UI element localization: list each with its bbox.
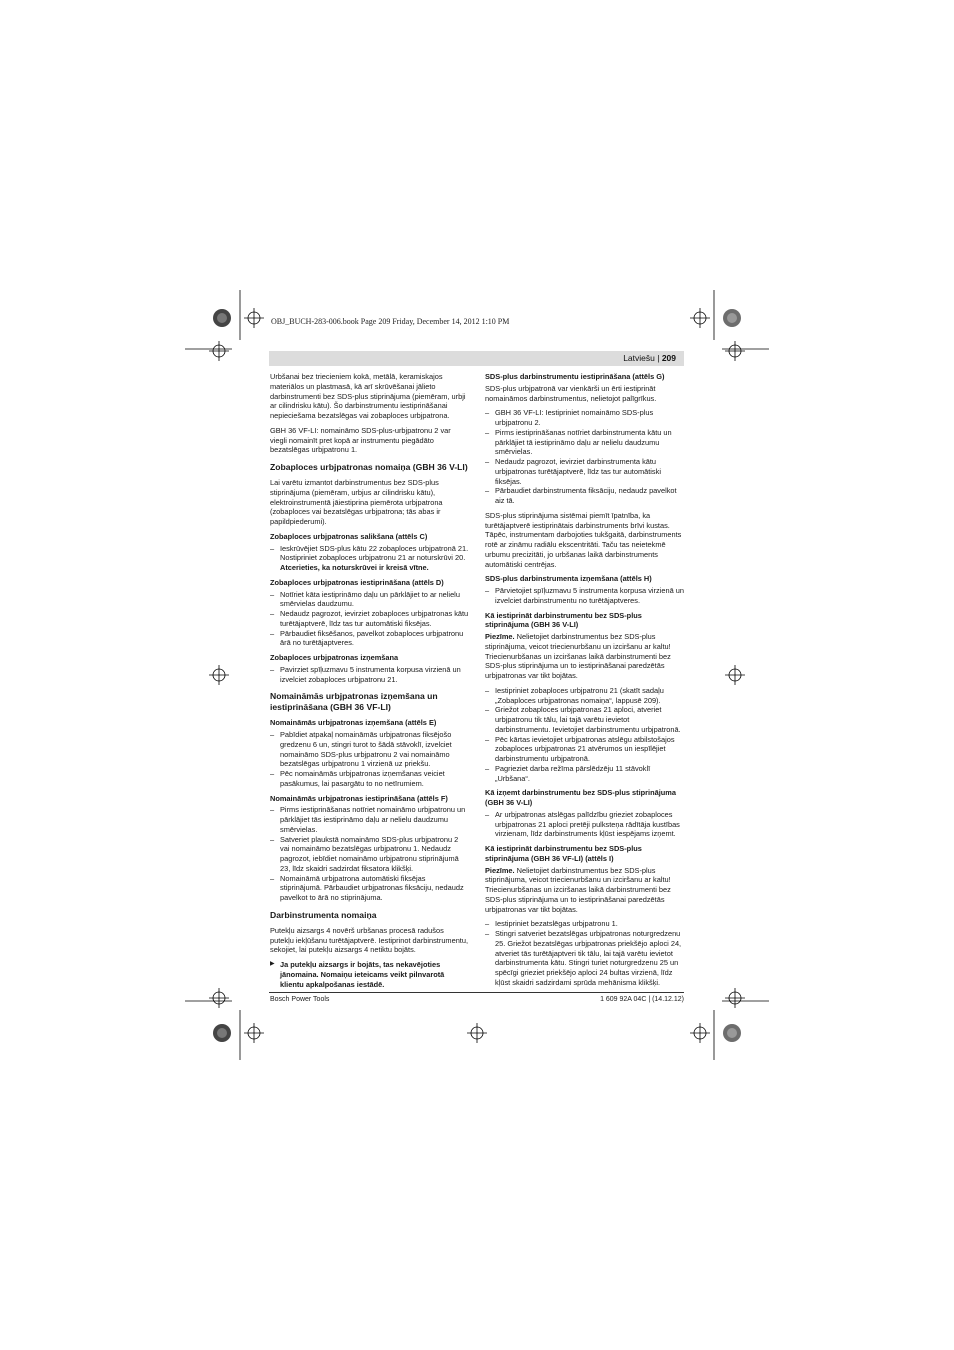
list-item: – Ieskrūvējiet SDS-plus kātu 22 zobaploces urbjpatronā 21. Nostipriniet zobaploces urbjpatronu 21 ar noturskrūvi 20. Atcerieties, ka noturskrūvei ir kreisā vītne. [270,544,469,573]
page-number: 209 [661,353,676,363]
step-list [485,810,684,839]
step-list [270,805,469,903]
step-list [270,665,469,685]
subsection-heading: Zobaploces urbjpatronas iestiprināšana (attēls D) [270,577,444,587]
section-heading: Nomaināmās urbjpatronas izņemšana un iestiprināšana (GBH 36 VF-LI) [270,691,438,713]
step-list [485,686,684,784]
step-list [485,919,684,987]
step-list [485,586,684,606]
list-item: – Pirms iestiprināšanas notīriet nomaināmo urbjpatronu un pārklājiet tās iestiprināmo daļu ar nelielu daudzumu smērvielas. [270,805,469,834]
subsection-heading: Zobaploces urbjpatronas salikšana (attēls C) [270,531,428,541]
paragraph: GBH 36 VF-LI: nomaināmo SDS-plus-urbjpatronu 2 var viegli nomainīt pret kopā ar instrumentu piegādāto bezatslēgas urbjpatronu 1. [270,425,451,455]
list-item: – Pavirziet spīļuzmavu 5 instrumenta korpusa virzienā un izvelciet zobaploces urbjpatronu 21. [270,665,469,685]
subsection-heading: SDS-plus darbinstrumenta izņemšana (attēls H) [485,574,652,584]
footer-rule [269,992,684,993]
section-heading: Zobaploces urbjpatronas nomaiņa (GBH 36 V-LI) [270,462,468,472]
page-header-bar [269,351,684,366]
paragraph: Piezīme. Nelietojiet darbinstrumentus bez SDS-plus stiprinājuma, veicot triecienurbšanu un izciršanu ar kaltu! Triecienurbšanas un izciršanas laikā darbinstrumenti bez SDS-plus stiprinājuma un to iestiprināšanai paredzētās urbjpatronas var tikt bojātas. [485,865,671,914]
subsection-heading: Kā iestiprināt darbinstrumentu bez SDS-plus stiprinājuma (GBH 36 V-LI) [485,610,642,630]
step-list [485,408,684,506]
subsection-heading: Nomaināmās urbjpatronas izņemšana (attēls E) [270,718,437,728]
step-list [270,544,469,573]
list-item: – Stingri satveriet bezatslēgas urbjpatronas noturgredzenu 25. Griežot bezatslēgas urbjpatronas priekšējo aploci 24, atveriet tās turētājaptveri tik tālu, lai tajā varētu ievietot darbinstrumenta kātu. Stingri turiet noturgredzenu 25 un spēcīgi grieziet priekšējo aploci 24 bultas virzienā, līdz kļūst skaidri sadzirdami sprūda mehānisma klikšķi. [485,929,684,988]
subsection-heading: Nomaināmās urbjpatronas iestiprināšana (attēls F) [270,793,448,803]
footer-brand: Bosch Power Tools [270,996,330,1003]
list-item: – Griežot zobaploces urbjpatronas 21 aploci, atveriet urbjpatronu tik tālu, lai tajā varētu ievietot darbinstrumentu. Ievietojiet darbinstrumentu urbjpatronā. [485,705,684,734]
paragraph: Piezīme. Nelietojiet darbinstrumentus bez SDS-plus stiprinājuma, veicot triecienurbšanu un izciršanu ar kaltu! Triecienurbšanas un izciršanas laikā darbinstrumenti bez SDS-plus stiprinājuma un to iestiprināšanai paredzētās urbjpatronas var tikt bojātas. [485,632,671,680]
paragraph: SDS-plus urbjpatronā var vienkārši un ērti iestiprināt nomaināmos darbinstrumentus, nelietojot palīgrīkus. [485,383,657,403]
paragraph: Urbšanai bez triecieniem kokā, metālā, keramiskajos materiālos un plastmasā, kā arī skrūvēšanai jālieto darbinstrumenti bez SDS-plus stiprinājuma (piemēram, urbji ar cilindrisku kātu). Šo darbinstrumentu iestiprināšanai nepieciešama bezatslēgas vai zobaploces urbjpatrona. [270,372,466,420]
subsection-heading: Kā izņemt darbinstrumentu bez SDS-plus stiprinājuma (GBH 36 V-LI) [485,788,676,807]
list-item: – GBH 36 VF-LI: Iestipriniet nomaināmo SDS-plus urbjpatronu 2. [485,408,684,428]
paragraph: Lai varētu izmantot darbinstrumentus bez SDS-plus stiprinājuma (piemēram, urbjus ar cilindrisku kātu), elektroinstrumentā jāiestiprina piemērota urbjpatrona (zobaploces vai bezatslēgas urbjpatrona; tās abas ir papildpiederumi). [270,478,443,526]
step-list [270,730,469,789]
list-item: – Pārvietojiet spīļuzmavu 5 instrumenta korpusa virzienā un izvelciet darbinstrumentu no turētājaptveres. [485,586,684,606]
left-column [270,372,469,993]
right-column [485,372,684,993]
page-header: Latviešu | 209 [623,353,676,363]
list-item: – Nomaināmā urbjpatrona automātiski fiksējas stiprinājumā. Pārbaudiet urbjpatronas fiksāciju, nedaudz pavelkot to ārā no stiprinājuma. [270,874,469,903]
list-item: – Pārbaudiet darbinstrumenta fiksāciju, nedaudz pavelkot aiz tā. [485,486,684,506]
list-item: – Pēc nomaināmās urbjpatronas izņemšanas veiciet pasākumus, lai pasargātu to no netīrumiem. [270,769,469,789]
list-item: – Pagrieziet darba režīma pārslēdzēju 11 stāvoklī „Urbšana“. [485,764,684,784]
list-item: – Nedaudz pagrozot, ievirziet zobaploces urbjpatronas kātu turētājaptverē, līdz tas tur automātiski fiksējas. [270,609,469,629]
list-item: – Pēc kārtas ievietojiet urbjpatronas atslēgu atbilstošajos zobaploces urbjpatronas 21 atvērumos un iespīlējiet darbinstrumentu urbjpatronā. [485,735,684,764]
section-heading: Darbinstrumenta nomaiņa [270,909,377,920]
print-slug: OBJ_BUCH-283-006.book Page 209 Friday, December 14, 2012 1:10 PM [271,317,510,326]
subsection-heading: SDS-plus darbinstrumentu iestiprināšana (attēls G) [485,372,665,381]
list-item: – Pārbaudiet fiksēšanos, pavelkot zobaploces urbjpatronu ārā no turētājaptveres. [270,629,469,649]
subsection-heading: Zobaploces urbjpatronas izņemšana [270,653,399,662]
list-item: – Satveriet plaukstā nomaināmo SDS-plus urbjpatronu 2 vai nomaināmo bezatslēgas urbjpatronu 1. Nedaudz pagrozot, iebīdiet nomaināmo urbjpatronu stiprinājumā 23, līdz skaidri sadzirdat fiksatora klikšķi. [270,835,469,874]
list-item: – Nedaudz pagrozot, ievirziet darbinstrumenta kātu urbjpatronas turētājaptverē, līdz tas tur automātiski fiksējas. [485,457,684,486]
step-list [270,590,469,649]
list-item: – Pabīdiet atpakaļ nomaināmās urbjpatronas fiksējošo gredzenu 6 un, stingri turot to šādā stāvoklī, izvelciet nomaināmo SDS-plus urbjpatronu 2 vai nomaināmo bezatslēgas urbjpatronu 1 virzienā uz priekšu. [270,730,469,769]
list-item: – Pirms iestiprināšanas notīriet darbinstrumenta kātu un pārklājiet tā iestiprināmo daļu ar nelielu daudzumu smērvielas. [485,428,684,457]
list-item: – Notīriet kāta iestiprināmo daļu un pārklājiet to ar nelielu smērvielas daudzumu. [270,590,469,610]
list-item: – Iestipriniet zobaploces urbjpatronu 21 (skatīt sadaļu „Zobaploces urbjpatronas nomaiņa“, lappusē 209). [485,686,684,706]
paragraph: SDS-plus stiprinājuma sistēmai piemīt īpatnība, ka turētājaptverē iestiprinātais darbinstruments brīvi kustas. Tāpēc, instrumentam darbojoties tukšgaitā, darbinstruments rotē ar zināmu radiālu ekscentritāti. Taču tas neietekmē urbumu precizitāti, jo urbšanas laikā darbinstruments automātiski centrējas. [485,510,682,569]
list-item: – Iestipriniet bezatslēgas urbjpatronu 1. [485,919,684,929]
paragraph: Putekļu aizsargs 4 novērš urbšanas procesā radušos putekļu iekļūšanu turētājaptverē. Iestiprinot darbinstrumentu, sekojiet, lai putekļu aizsargs 4 netiktu bojāts. [270,925,469,955]
header-language: Latviešu [623,353,655,363]
warning-note: ▶ Ja putekļu aizsargs ir bojāts, tas nekavējoties jānomaina. Nomaiņu ieteicams veikt pilnvarotā klientu apkalpošanas iestādē. [270,960,469,989]
footer-doc-number: 1 609 92A 04C | (14.12.12) [600,996,684,1003]
list-item: – Ar urbjpatronas atslēgas palīdzību grieziet zobaploces urbjpatronas 21 aploci pretēji pulksteņa rādītāja kustības virzienam, līdz darbinstruments kļūst iespējams izņemt. [485,810,684,839]
subsection-heading: Kā iestiprināt darbinstrumentu bez SDS-plus stiprinājuma (GBH 36 VF-LI) (attēls I) [485,844,642,863]
